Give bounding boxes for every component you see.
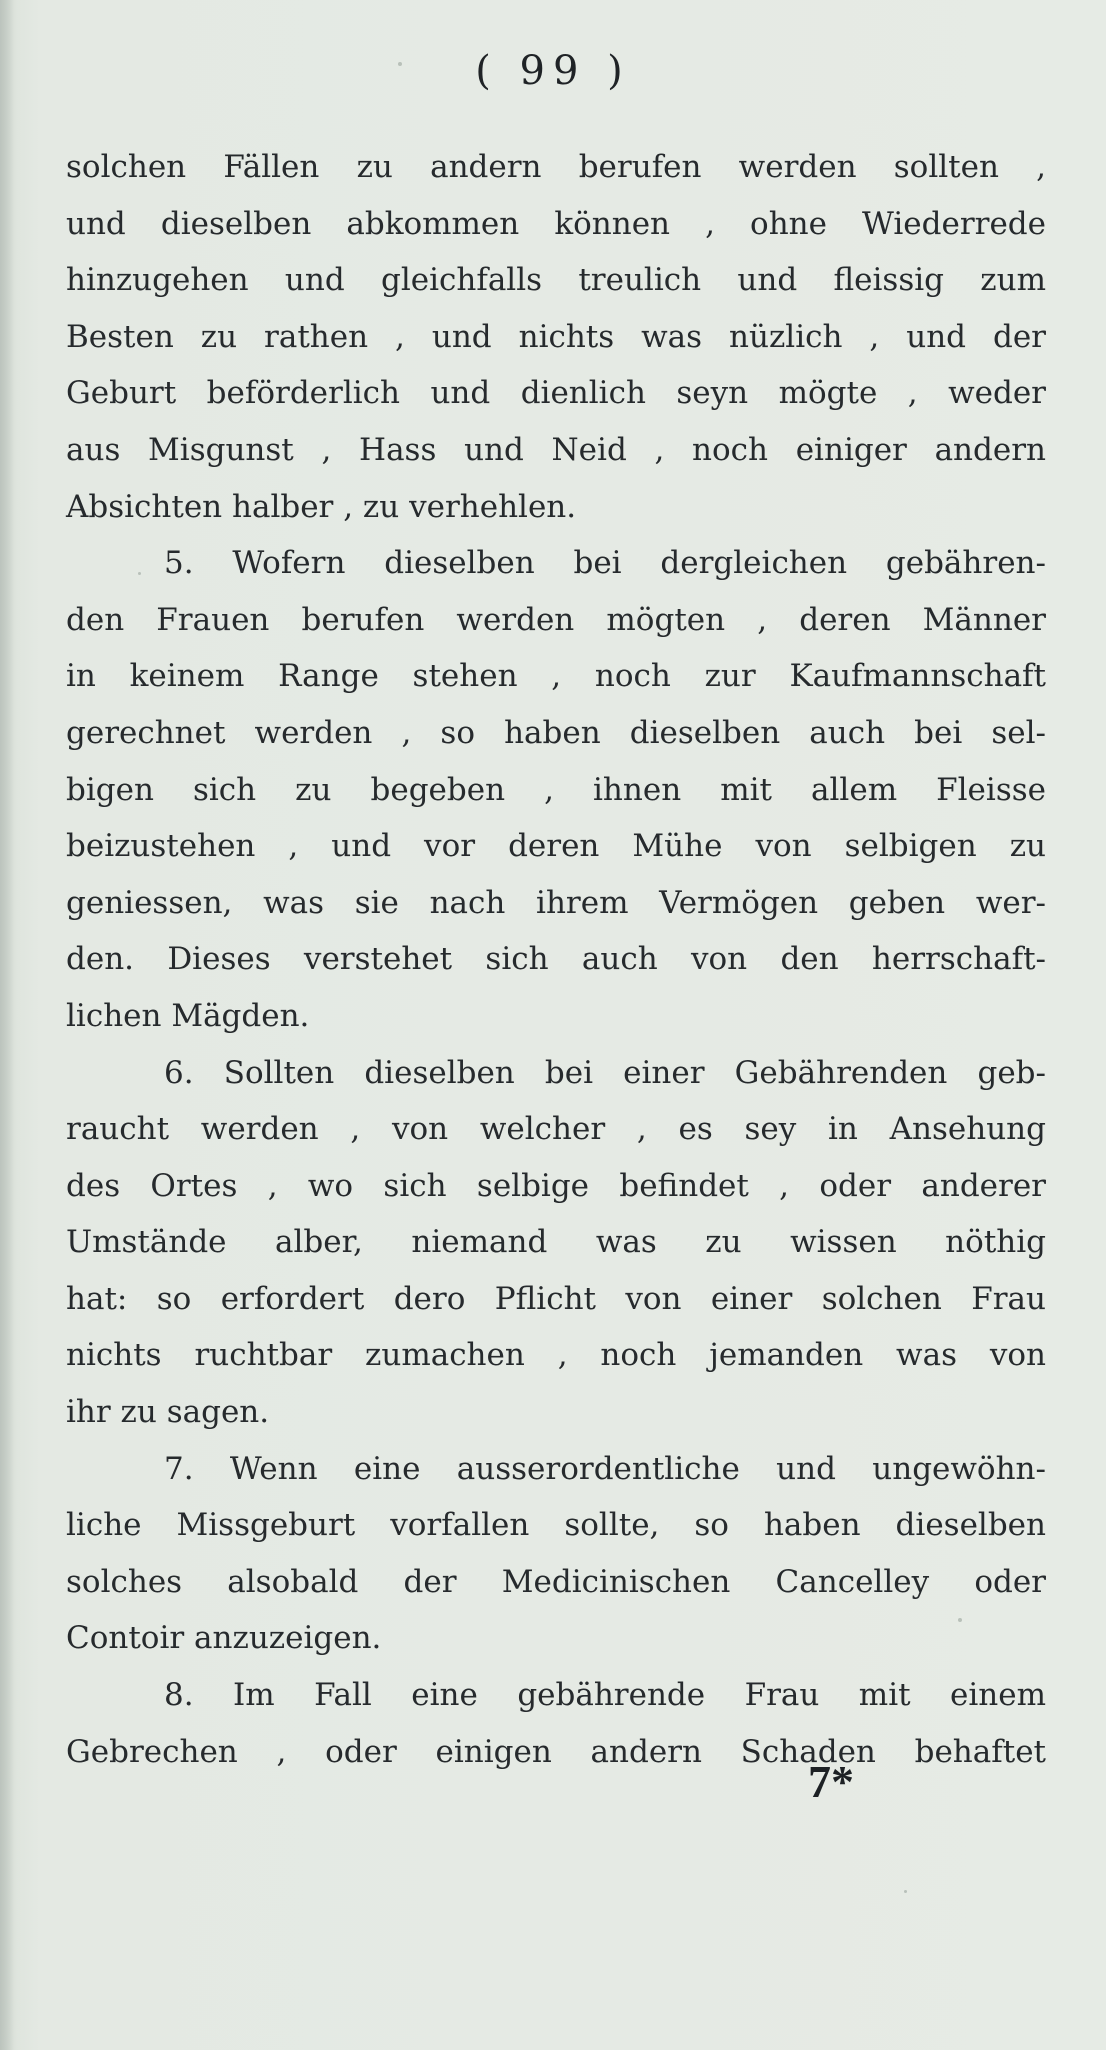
text-line: ihr zu sagen. [66, 1394, 270, 1431]
text-line: hat: so erfordert dero Pflicht von einer solchen Frau [66, 1280, 1046, 1317]
text-line: liche Missgeburt vorfallen sollte, so haben dieselben [66, 1507, 1046, 1544]
paragraph-8-start: 8. Im Fall eine gebährende Frau mit einem [164, 1677, 1046, 1714]
text-line: solches alsobald der Medicinischen Cancelley oder [66, 1563, 1046, 1600]
page-number: ( 99 ) [475, 48, 631, 94]
text-line: raucht werden , von welcher , es sey in Ansehung [66, 1111, 1046, 1148]
text-line: den. Dieses verstehet sich auch von den herrschaft- [66, 941, 1046, 978]
text-line: lichen Mägden. [66, 997, 310, 1034]
text-line: bigen sich zu begeben , ihnen mit allem Fleisse [66, 771, 1046, 808]
text-line: in keinem Range stehen , noch zur Kaufmannschaft [66, 658, 1046, 695]
body-text [66, 139, 1046, 1780]
text-line: Besten zu rathen , und nichts was nüzlich , und der [66, 318, 1046, 355]
paragraph-5-start: 5. Wofern dieselben bei dergleichen gebähren- [164, 545, 1046, 582]
signature-mark: 7* [808, 1756, 854, 1807]
text-line: nichts ruchtbar zumachen , noch jemanden was von [66, 1337, 1046, 1374]
text-line: solchen Fällen zu andern berufen werden sollten , [66, 149, 1046, 185]
text-line: aus Misgunst , Hass und Neid , noch einiger andern [66, 431, 1046, 468]
page-edge-shadow [0, 0, 14, 2050]
text-line: Contoir anzuzeigen. [66, 1620, 382, 1657]
paragraph-6-start: 6. Sollten dieselben bei einer Gebährenden geb- [164, 1054, 1046, 1091]
text-line: und dieselben abkommen können , ohne Wiederrede [66, 205, 1046, 242]
text-line: des Ortes , wo sich selbige befindet , oder anderer [66, 1167, 1046, 1204]
text-line: Absichten halber , zu verhehlen. [66, 488, 577, 525]
paper-speck [958, 1618, 962, 1622]
text-line: geniessen, was sie nach ihrem Vermögen geben wer- [66, 884, 1046, 921]
text-line: Umstände alber, niemand was zu wissen nöthig [66, 1224, 1046, 1261]
text-line: Gebrechen , oder einigen andern Schaden behaftet [66, 1733, 1046, 1770]
paper-speck [138, 572, 141, 575]
text-line: den Frauen berufen werden mögten , deren Männer [66, 601, 1046, 638]
paper-speck [398, 62, 402, 66]
text-line: Geburt beförderlich und dienlich seyn mögte , weder [66, 375, 1046, 412]
text-line: gerechnet werden , so haben dieselben auch bei sel- [66, 714, 1046, 751]
text-line: hinzugehen und gleichfalls treulich und fleissig zum [66, 262, 1046, 299]
paragraph-7-start: 7. Wenn eine ausserordentliche und ungewöhn- [164, 1450, 1046, 1487]
text-line: beizustehen , und vor deren Mühe von selbigen zu [66, 828, 1046, 865]
paper-speck [904, 1890, 907, 1893]
